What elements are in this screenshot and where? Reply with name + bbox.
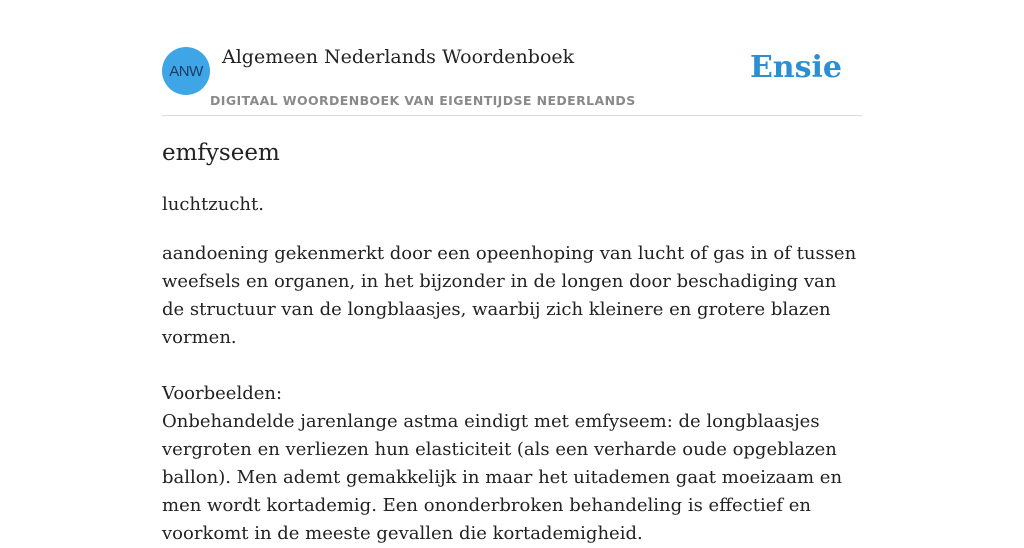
ensie-brand-link[interactable]: Ensie (749, 50, 842, 85)
entry-headword: emfyseem (162, 140, 280, 166)
examples-label: Voorbeelden: (162, 383, 283, 404)
entry-synonym: luchtzucht. (162, 194, 264, 215)
site-header (162, 0, 862, 116)
site-subtitle: DIGITAAL WOORDENBOEK VAN EIGENTIJDSE NEDERLANDS (210, 93, 636, 108)
paragraph-gap (162, 352, 862, 380)
site-title[interactable]: Algemeen Nederlands Woordenboek (222, 46, 575, 68)
anw-logo[interactable] (162, 47, 210, 95)
anw-logo-text: ANW (169, 62, 203, 80)
entry-definition: aandoening gekenmerkt door een opeenhoping van lucht of gas in of tussen weefsels en organen, in het bijzonder in de longen door beschadiging van de structuur van de longblaasjes, waarbij zich kleinere en grotere blazen vormen. (162, 243, 857, 348)
entry-example: Onbehandelde jarenlange astma eindigt met emfyseem: de longblaasjes vergroten en verliezen hun elasticiteit (als een verharde oude opgeblazen ballon). Men ademt gemakkelijk in maar het uitademen gaat moeizaam en men wordt kortademig. Een ononderbroken behandeling is effectief en voorkomt in de meeste gevallen die kortademigheid. (162, 411, 843, 544)
entry-body (162, 240, 862, 548)
main-content (162, 0, 862, 544)
